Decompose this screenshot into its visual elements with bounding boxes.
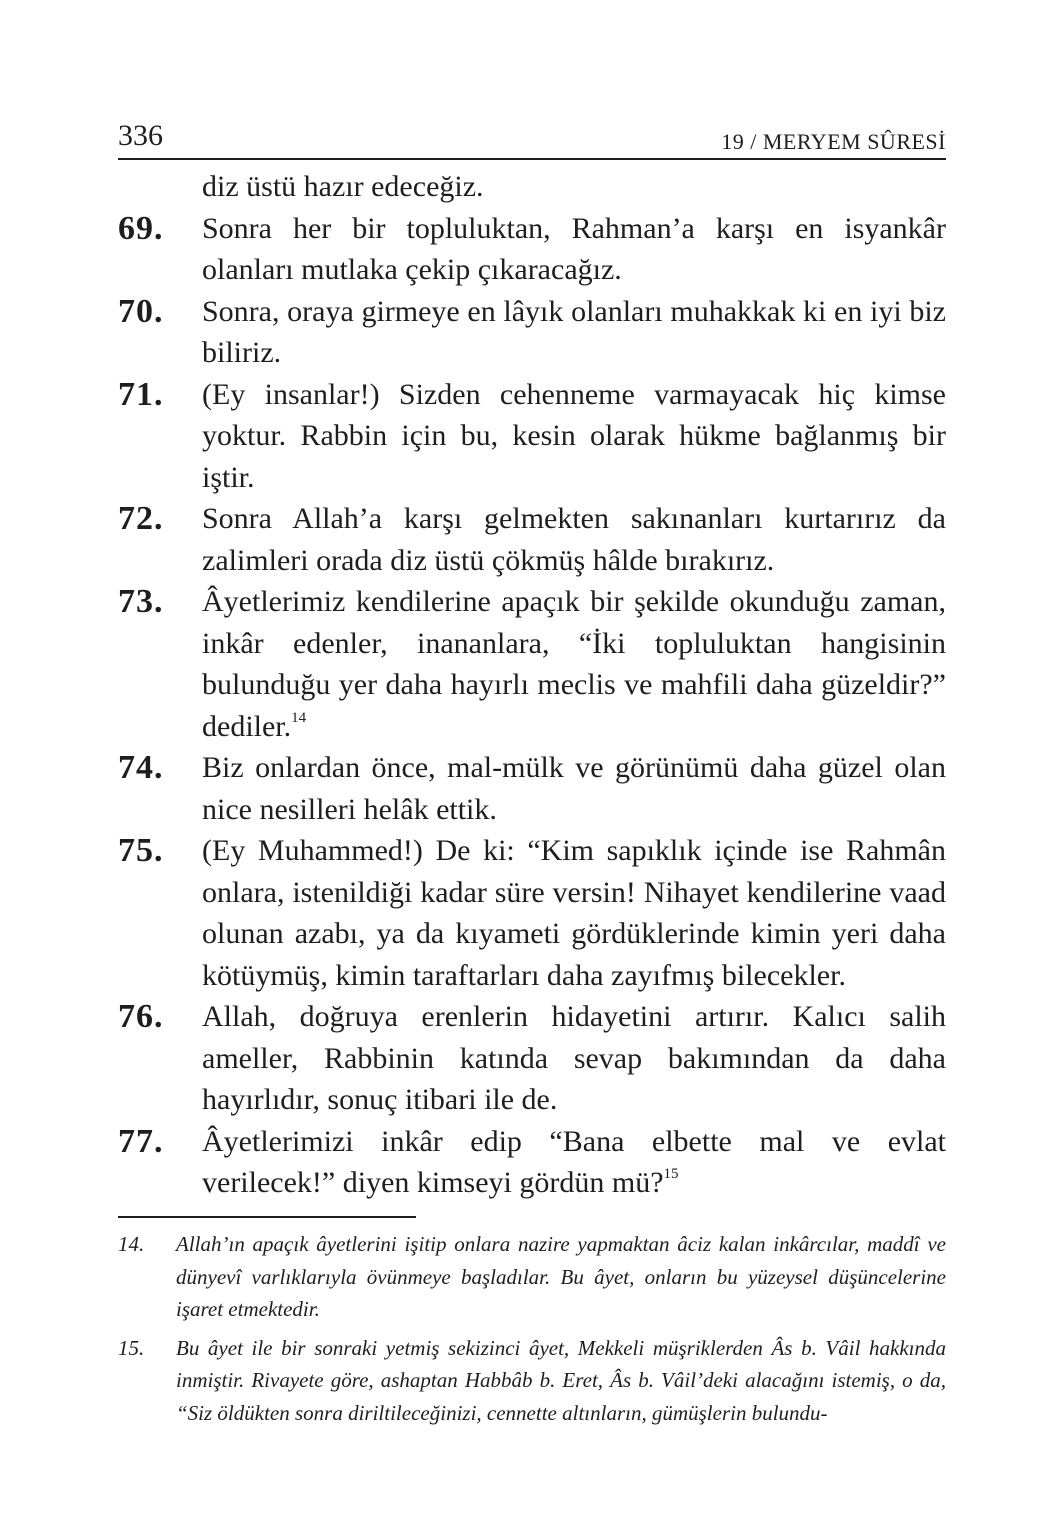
verse-text: Sonra Allah’a karşı gelmekten sakınanları kurtarırız da zalimleri orada diz üstü çökmüş hâlde bırakırız. <box>202 502 946 577</box>
verse-number: 71. <box>118 375 164 413</box>
footnotes <box>118 1228 946 1435</box>
verse-text: Âyetlerimiz kendilerine apaçık bir şekilde okunduğu zaman, inkâr edenler, inananlara, “İki topluluktan hangisinin bulunduğu yer daha hayırlı meclis ve mahfili daha güzeldir?” dediler. <box>202 585 946 743</box>
verse-number: 70. <box>118 292 164 330</box>
verse-72 <box>118 498 946 581</box>
verse-text: (Ey Muhammed!) De ki: “Kim sapıklık içinde ise Rahmân onlara, istenildiği kadar süre versin! Nihayet kendilerine vaad olunan azabı, ya da kıyameti gördüklerinde kimin yeri daha kötüymüş, kimin taraftarları daha zayıfmış bilecekler. <box>202 834 946 992</box>
verse-74 <box>118 747 946 830</box>
page-number: 336 <box>118 119 163 152</box>
page-header <box>118 118 946 160</box>
verse-73 <box>118 581 946 747</box>
footnote-ref: 15 <box>663 1166 679 1182</box>
verse-69 <box>118 208 946 291</box>
verse-text: (Ey insanlar!) Sizden cehenneme varmayacak hiç kimse yoktur. Rabbin için bu, kesin olarak hükme bağlanmış bir iştir. <box>202 377 946 494</box>
footnote-number: 14. <box>118 1232 145 1256</box>
footnote-15 <box>118 1332 946 1430</box>
verse-75 <box>118 830 946 996</box>
verse-text: Sonra her bir topluluktan, Rahman’a karşı en isyankâr olanları mutlaka çekip çıkaracağız. <box>202 211 946 286</box>
verse-text: Âyetlerimizi inkâr edip “Bana elbette mal ve evlat verilecek!” diyen kimseyi gördün mü? <box>202 1124 946 1199</box>
verse-76 <box>118 996 946 1121</box>
verse-77 <box>118 1121 946 1204</box>
verse-text: Sonra, oraya girmeye en lâyık olanları muhakkak ki en iyi biz biliriz. <box>202 294 946 369</box>
verse-number: 77. <box>118 1122 164 1160</box>
continuation-text: diz üstü hazır edeceğiz. <box>202 170 484 203</box>
verse-number: 76. <box>118 998 164 1035</box>
verse-70 <box>118 291 946 374</box>
verse-number: 73. <box>118 583 164 620</box>
footnote-number: 15. <box>118 1335 145 1360</box>
footnote-text: Bu âyet ile bir sonraki yetmiş sekizinci âyet, Mekkeli müşriklerden Âs b. Vâil hakkında inmiştir. Rivayete göre, ashaptan Habbâb b. Eret, Âs b. Vâil’deki alacağını istemiş, o da, “Siz öldükten sonra diriltileceğinizi, cennette altınların, gümüşlerin bulundu- <box>176 1335 946 1425</box>
verse-list <box>118 166 946 1204</box>
verse-number: 74. <box>118 749 164 786</box>
footnote-text: Allah’ın apaçık âyetlerini işitip onlara nazire yapmaktan âciz kalan inkârcılar, maddî ve dünyevî varlıklarıyla övünmeye başladılar. Bu âyet, onların bu yüzeysel düşüncelerine işaret etmektedir. <box>176 1232 946 1321</box>
verse-71 <box>118 374 946 499</box>
verse-number: 75. <box>118 832 164 869</box>
footnote-ref: 14 <box>291 709 307 726</box>
verse-number: 69. <box>118 209 164 247</box>
running-title: 19 / MERYEM SÛRESİ <box>721 129 946 154</box>
verse-text: Biz onlardan önce, mal-mülk ve görünümü daha güzel olan nice nesilleri helâk ettik. <box>202 751 946 826</box>
verse-text: Allah, doğruya erenlerin hidayetini artırır. Kalıcı salih ameller, Rabbinin katında sevap bakımından da daha hayırlıdır, sonuç itibari ile de. <box>202 1000 946 1116</box>
verse-number: 72. <box>118 500 164 537</box>
footnote-divider <box>118 1216 416 1218</box>
footnote-14 <box>118 1228 946 1326</box>
